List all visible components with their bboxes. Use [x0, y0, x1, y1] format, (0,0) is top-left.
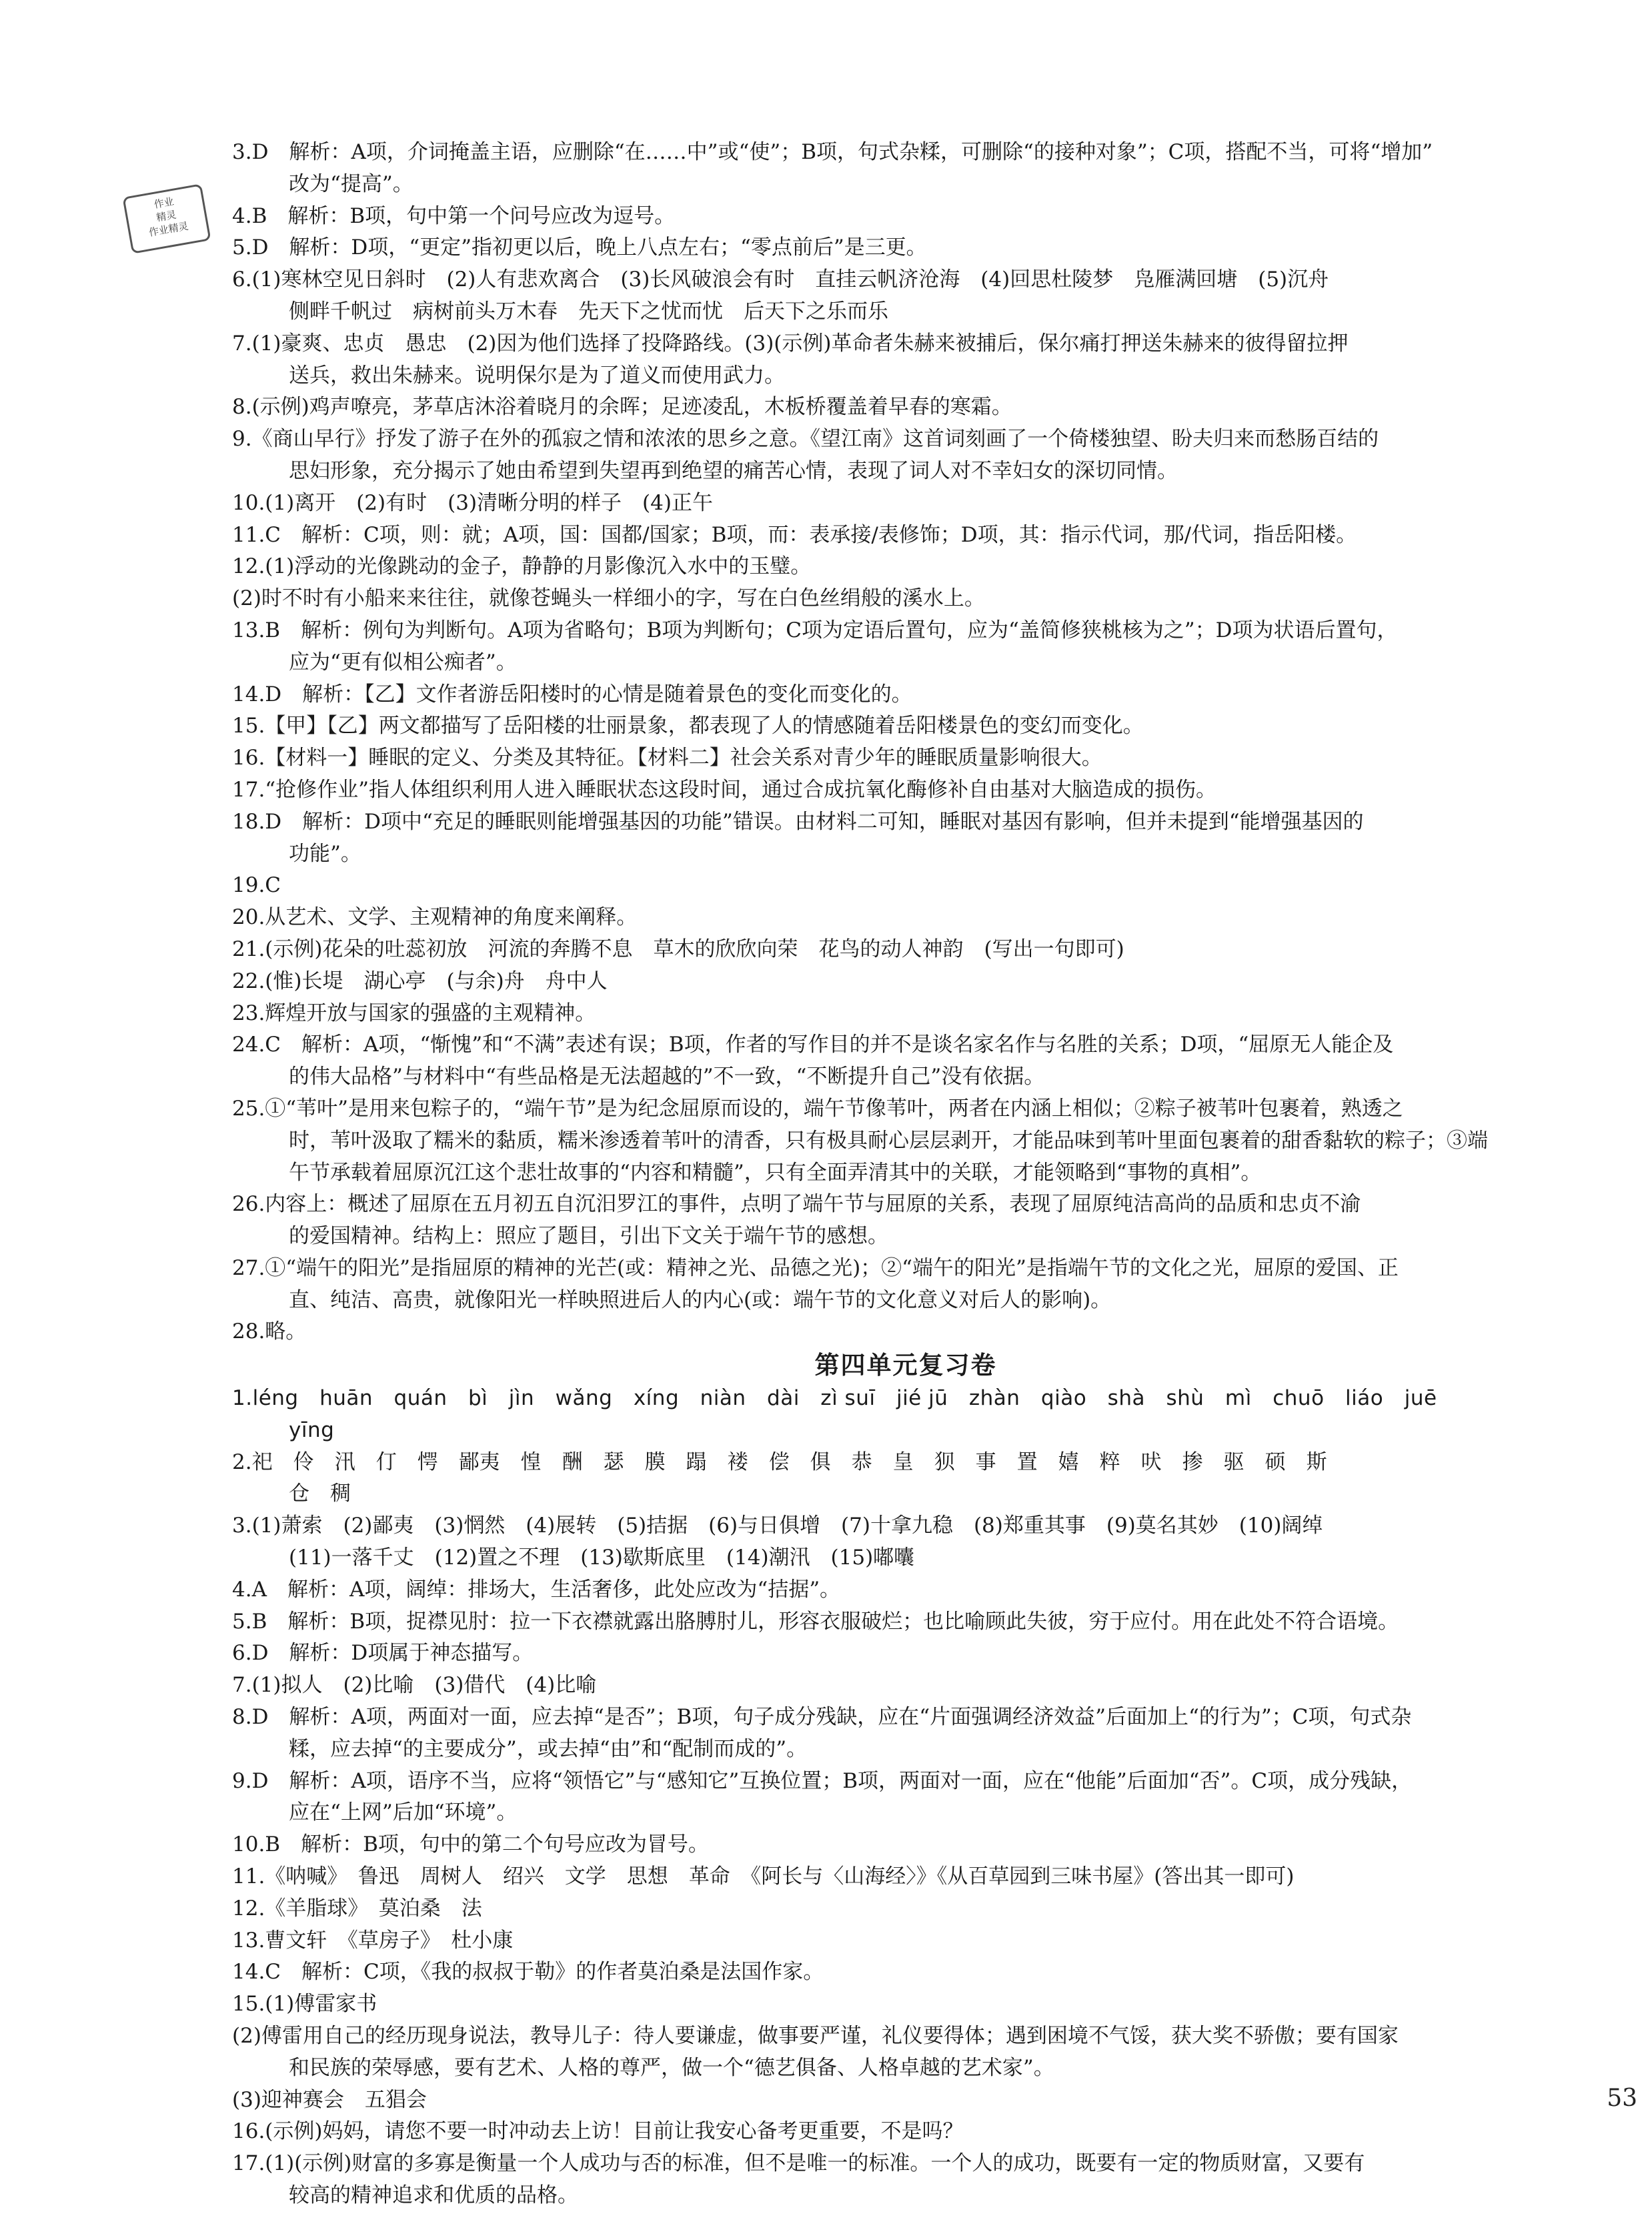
page-number: 53 [1607, 2085, 1637, 2112]
text-line: 的爱国精神。结构上：照应了题目，引出下文关于端午节的感想。 [289, 1224, 888, 1249]
text-line: 9.《商山早行》抒发了游子在外的孤寂之情和浓浓的思乡之意。《望江南》这首词刻画了一个倚楼独望、盼夫归来而愁肠百结的 [232, 427, 1379, 452]
text-line: 17.“抢修作业”指人体组织利用人进入睡眠状态这段时间，通过合成抗氧化酶修补自由基对大脑造成的损伤。 [232, 777, 1216, 802]
text-line: 仓 稠 [289, 1482, 351, 1506]
stamp-logo: 作业 精灵 作业精灵 [122, 183, 211, 254]
text-line: 侧畔千帆过 病树前头万木春 先天下之忧而忧 后天下之乐而乐 [289, 299, 888, 324]
text-line: 14.D 解析：【乙】文作者游岳阳楼时的心情是随着景色的变化而变化的。 [232, 682, 912, 706]
text-line: 14.C 解析：C项，《我的叔叔于勒》的作者莫泊桑是法国作家。 [232, 1960, 824, 1985]
text-line: 6.D 解析：D项属于神态描写。 [232, 1641, 534, 1666]
text-line: 10.(1)离开 (2)有时 (3)清晰分明的样子 (4)正午 [232, 490, 713, 515]
text-line: 送兵，救出朱赫来。说明保尔是为了道义而使用武力。 [289, 363, 785, 388]
text-line: 7.(1)豪爽、忠贞 愚忠 (2)因为他们选择了投降路线。(3)(示例)革命者朱赫来被捕后，保尔痛打押送朱赫来的彼得留拉押 [232, 331, 1349, 356]
text-line: (11)一落千丈 (12)置之不理 (13)歇斯底里 (14)潮汛 (15)嘟囔 [289, 1546, 915, 1570]
text-line: 15.(1)傅雷家书 [232, 1992, 377, 2017]
text-line: 改为“提高”。 [289, 171, 414, 196]
text-line: 21.(示例)花朵的吐蕊初放 河流的奔腾不息 草木的欣欣向荣 花鸟的动人神韵 (写出一句即可) [232, 937, 1124, 961]
section-heading: 第四单元复习卷 [814, 1351, 997, 1380]
text-line: 2.祀 伶 汛 仃 愕 鄙夷 惶 酬 瑟 膜 蹋 褛 偿 俱 恭 皇 狈 事 置 嬉 粹 吠 掺 驱 硕 斯 [232, 1450, 1327, 1474]
text-line: 6.(1)寒林空见日斜时 (2)人有悲欢离合 (3)长风破浪会有时 直挂云帆济沧海 (4)回思杜陵梦 凫雁满回塘 (5)沉舟 [232, 267, 1329, 292]
text-line: 5.B 解析：B项，捉襟见肘：拉一下衣襟就露出胳膊肘儿，形容衣服破烂；也比喻顾此失彼，穷于应付。用在此处不符合语境。 [232, 1609, 1399, 1634]
text-line: 26.内容上：概述了屈原在五月初五自沉汨罗江的事件，点明了端午节与屈原的关系，表现了屈原纯洁高尚的品质和忠贞不渝 [232, 1192, 1361, 1217]
text-line: 3.(1)萧索 (2)鄙夷 (3)惘然 (4)展转 (5)拮据 (6)与日俱增 (7)十拿九稳 (8)郑重其事 (9)莫名其妙 (10)阔绰 [232, 1514, 1323, 1538]
text-line: (2)傅雷用自己的经历现身说法，教导儿子：待人要谦虚，做事要严谨，礼仪要得体；遇到困境不气馁，获大奖不骄傲；要有国家 [232, 2024, 1399, 2049]
text-line: (2)时不时有小船来来往往，就像苍蝇头一样细小的字，写在白色丝绢般的溪水上。 [232, 586, 985, 611]
text-line: 思妇形象，充分揭示了她由希望到失望再到绝望的痛苦心情，表现了词人对不幸妇女的深切同情。 [289, 458, 1178, 483]
text-line: 12.(1)浮动的光像跳动的金子，静静的月影像沉入水中的玉璧。 [232, 554, 812, 579]
text-line: 10.B 解析：B项，句中的第二个句号应改为冒号。 [232, 1832, 709, 1857]
text-line: 28.略。 [232, 1319, 307, 1344]
text-line: 3.D 解析：A项，介词掩盖主语，应删除“在……中”或“使”；B项，句式杂糅，可删除“的接种对象”；C项，搭配不当，可将“增加” [232, 140, 1433, 164]
text-line: 5.D 解析：D项，“更定”指初更以后，晚上八点左右；“零点前后”是三更。 [232, 235, 927, 260]
text-line: 16.【材料一】睡眠的定义、分类及其特征。【材料二】社会关系对青少年的睡眠质量影响很大。 [232, 746, 1102, 770]
text-line: 7.(1)拟人 (2)比喻 (3)借代 (4)比喻 [232, 1673, 597, 1698]
text-line: 11.《呐喊》 鲁迅 周树人 绍兴 文学 思想 革命 《阿长与〈山海经〉》《从百草园到三味书屋》(答出其一即可) [232, 1864, 1295, 1889]
text-line: 午节承载着屈原沉江这个悲壮故事的“内容和精髓”，只有全面弄清其中的关联，才能领略到“事物的真相”。 [289, 1160, 1262, 1185]
text-line: 功能”。 [289, 841, 361, 866]
text-line: 糅，应去掉“的主要成分”，或去掉“由”和“配制而成的”。 [289, 1736, 808, 1761]
text-line: 9.D 解析：A项，语序不当，应将“领悟它”与“感知它”互换位置；B项，两面对一面，应在“他能”后面加“否”。C项，成分残缺， [232, 1768, 1413, 1793]
text-line: 17.(1)(示例)财富的多寡是衡量一个人成功与否的标准，但不是唯一的标准。一个人的成功，既要有一定的物质财富，又要有 [232, 2151, 1365, 2176]
text-line: 19.C [232, 873, 281, 898]
text-line: 16.(示例)妈妈，请您不要一时冲动去上访！目前让我安心备考更重要，不是吗？ [232, 2119, 964, 2144]
text-line: yīng [289, 1418, 335, 1442]
text-line: 的伟大品格”与材料中“有些品格是无法超越的”不一致，“不断提升自己”没有依据。 [289, 1065, 1045, 1089]
text-line: 12.《羊脂球》 莫泊桑 法 [232, 1896, 482, 1920]
text-line: 15.【甲】【乙】两文都描写了岳阳楼的壮丽景象，都表现了人的情感随着岳阳楼景色的变幻而变化。 [232, 714, 1144, 738]
text-line: 8.(示例)鸡声嘹亮，茅草店沐浴着晓月的余晖；足迹凌乱，木板桥覆盖着早春的寒霜。 [232, 395, 1012, 420]
text-line: 27.①“端午的阳光”是指屈原的精神的光芒(或：精神之光、品德之光)；②“端午的阳光”是指端午节的文化之光，屈原的爱国、正 [232, 1255, 1399, 1280]
text-line: 直、纯洁、高贵，就像阳光一样映照进后人的内心(或：端午节的文化意义对后人的影响)。 [289, 1287, 1112, 1312]
text-line: 13.B 解析：例句为判断句。A项为省略句；B项为判断句；C项为定语后置句，应为“盖简修狭桃核为之”；D项为状语后置句， [232, 618, 1398, 642]
text-line: 25.①“苇叶”是用来包粽子的，“端午节”是为纪念屈原而设的，端午节像苇叶，两者在内涵上相似；②粽子被苇叶包裹着，熟透之 [232, 1096, 1403, 1121]
text-line: 时，苇叶汲取了糯米的黏质，糯米渗透着苇叶的清香，只有极具耐心层层剥开，才能品味到苇叶里面包裹着的甜香黏软的粽子；③端 [289, 1128, 1488, 1153]
text-line: 23.辉煌开放与国家的强盛的主观精神。 [232, 1001, 596, 1025]
text-line: 应在“上网”后加“环境”。 [289, 1800, 518, 1825]
text-line: 和民族的荣辱感，要有艺术、人格的尊严，做一个“德艺俱备、人格卓越的艺术家”。 [289, 2055, 1054, 2080]
text-line: 1.léng huān quán bì jìn wǎng xíng niàn dài zì suī jié jū zhàn qiào shà shù mì chuō liáo juē [232, 1386, 1437, 1411]
text-line: 13.曹文轩 《草房子》 杜小康 [232, 1928, 514, 1953]
text-line: 4.A 解析：A项，阔绰：排场大，生活奢侈，此处应改为“拮据”。 [232, 1577, 841, 1602]
text-line: 4.B 解析：B项，句中第一个问号应改为逗号。 [232, 203, 676, 228]
text-line: 应为“更有似相公痴者”。 [289, 650, 517, 674]
text-line: 11.C 解析：C项，则：就；A项，国：国都/国家；B项，而：表承接/表修饰；D项，其：指示代词，那/代词，指岳阳楼。 [232, 522, 1357, 547]
text-line: 18.D 解析：D项中“充足的睡眠则能增强基因的功能”错误。由材料二可知，睡眠对基因有影响，但并未提到“能增强基因的 [232, 809, 1364, 834]
text-line: 22.(惟)长堤 湖心亭 (与余)舟 舟中人 [232, 969, 608, 993]
text-line: 20.从艺术、文学、主观精神的角度来阐释。 [232, 905, 638, 930]
answer-content [232, 137, 1579, 2212]
text-line: 8.D 解析：A项，两面对一面，应去掉“是否”；B项，句子成分残缺，应在“片面强调经济效益”后面加上“的行为”；C项，句式杂 [232, 1705, 1412, 1730]
text-line: (3)迎神赛会 五猖会 [232, 2087, 427, 2112]
text-line: 较高的精神追求和优质的品格。 [289, 2183, 578, 2207]
text-line: 24.C 解析：A项，“惭愧”和“不满”表述有误；B项，作者的写作目的并不是谈名家名作与名胜的关系；D项，“屈原无人能企及 [232, 1033, 1394, 1057]
